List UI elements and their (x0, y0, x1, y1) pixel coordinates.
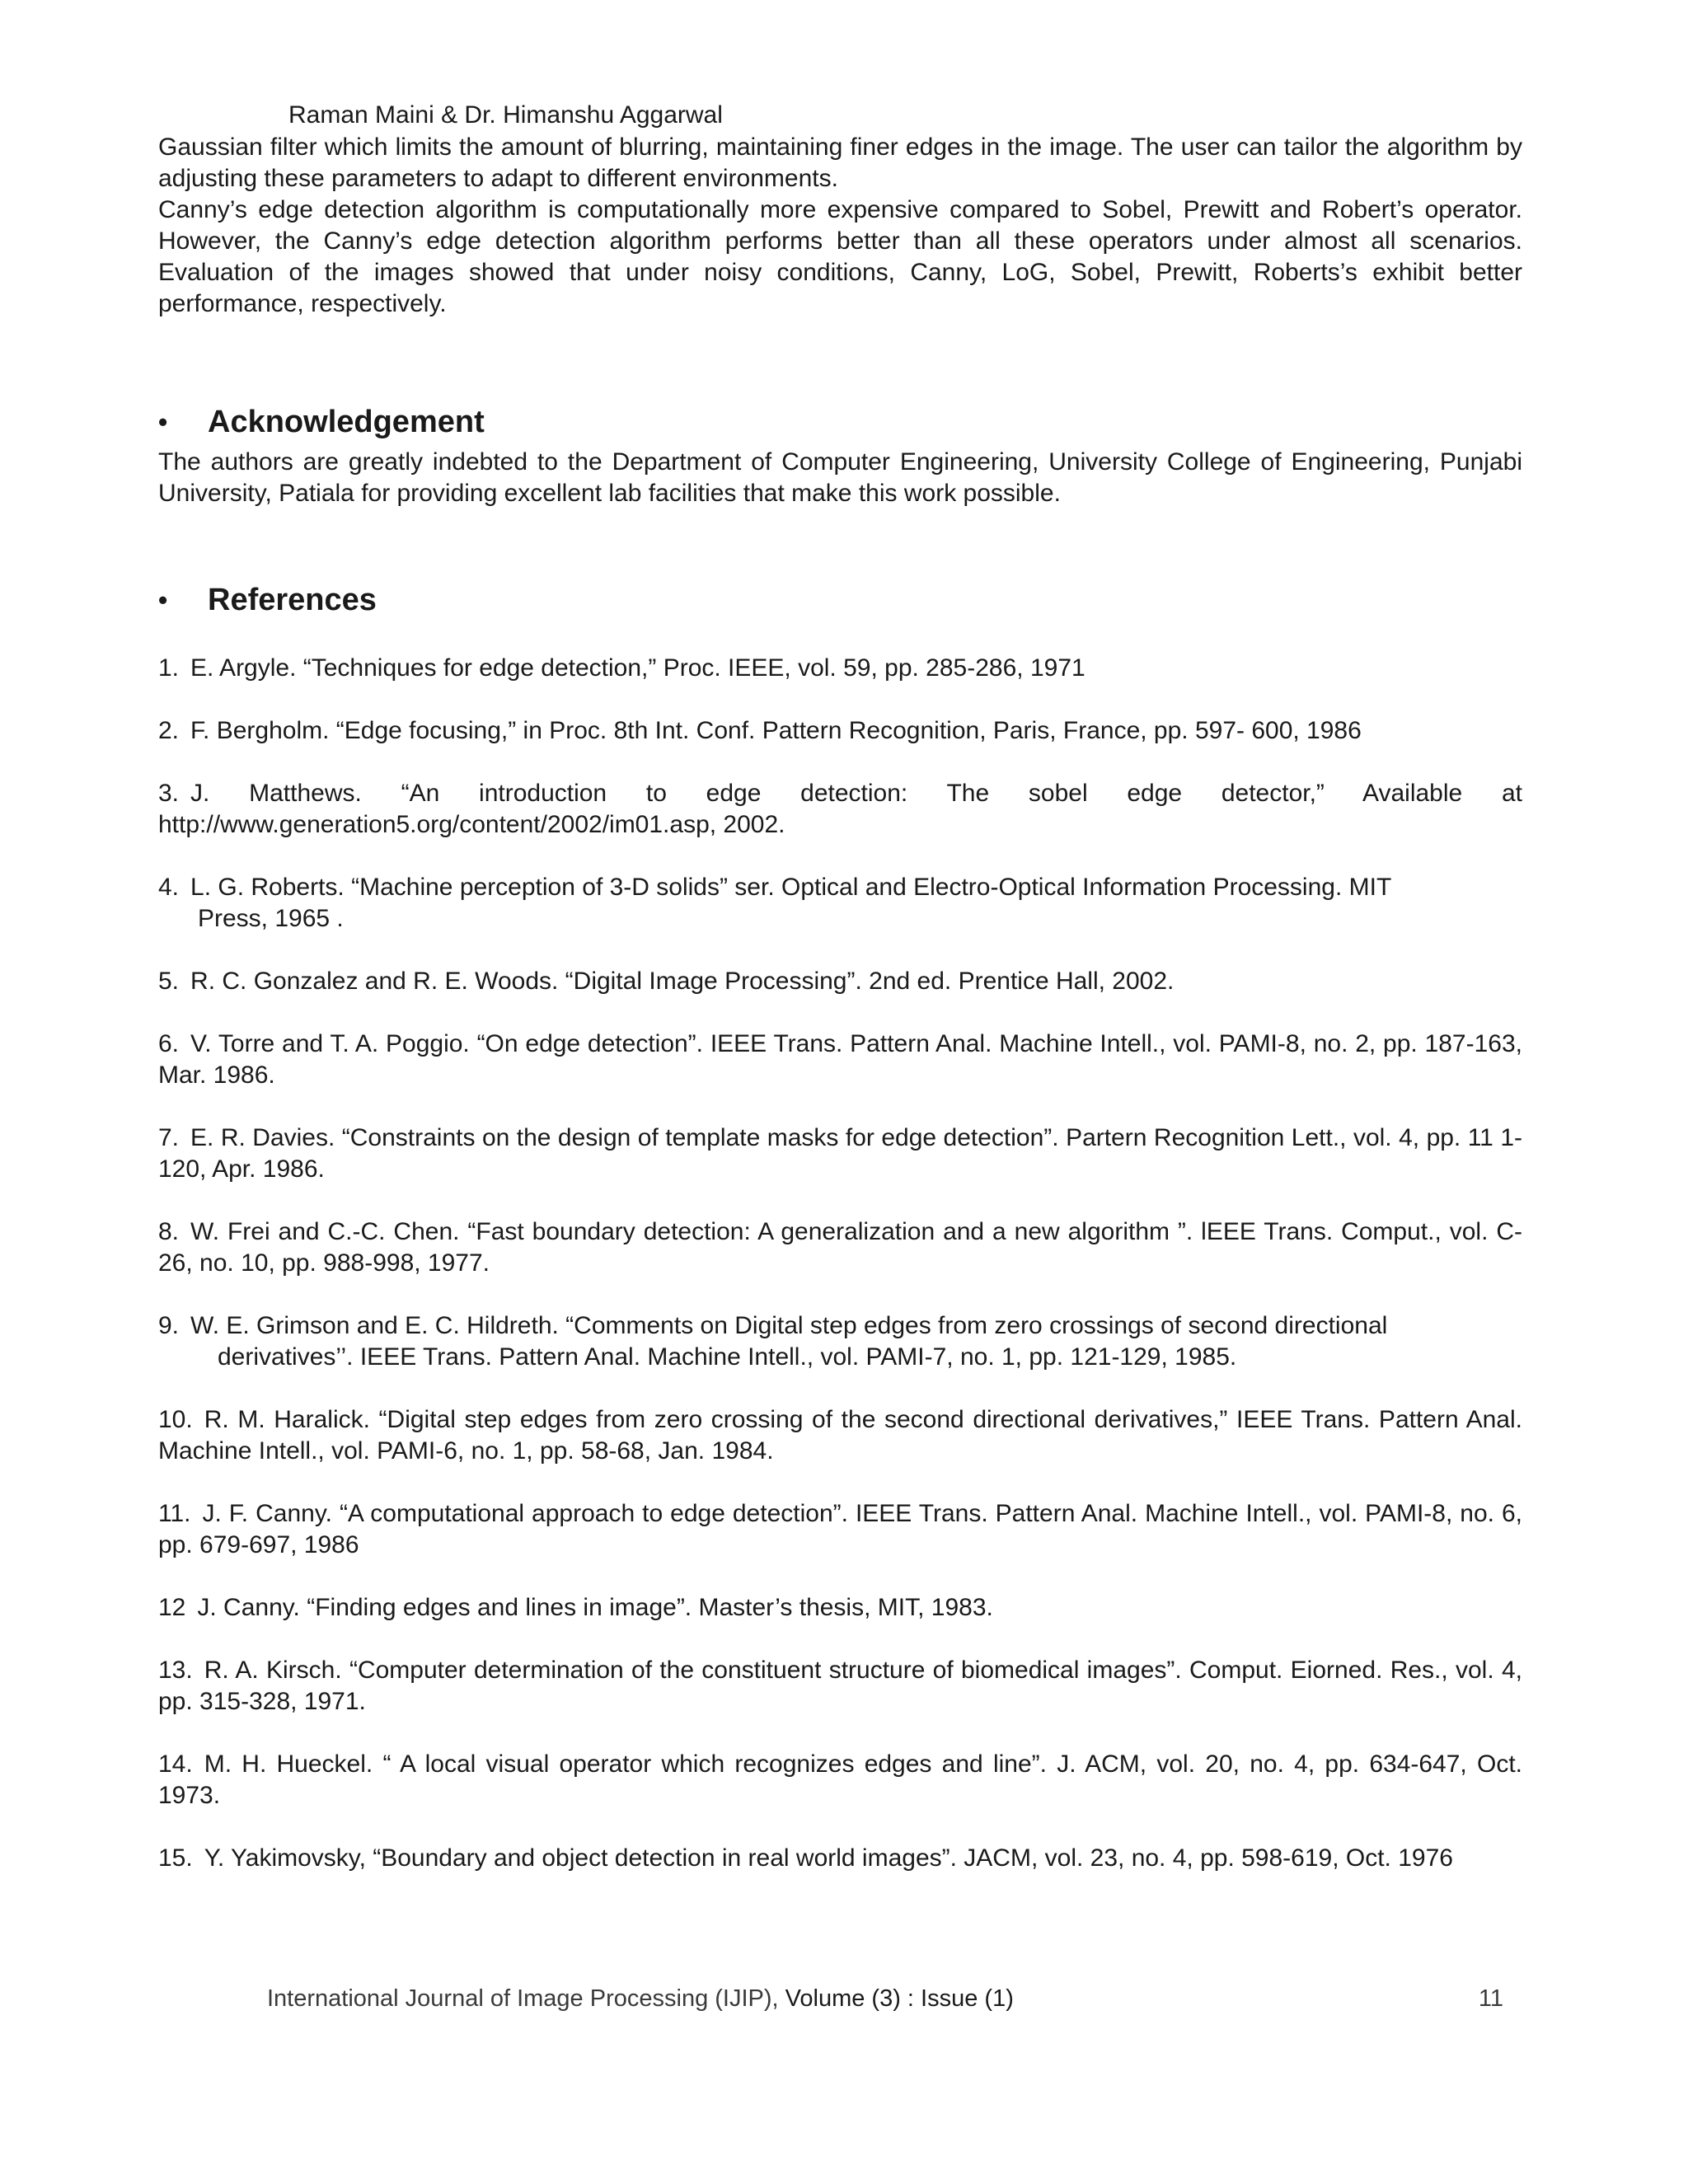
reference-number: 15. (158, 1844, 193, 1872)
reference-item (158, 1310, 1522, 1373)
reference-text: V. Torre and T. A. Poggio. “On edge detection”. IEEE Trans. Pattern Anal. Machine Intell., vol. PAMI-8, no. 2, pp. 187-163, Mar. 1986. (158, 1030, 1522, 1089)
reference-number: 1. (158, 654, 180, 682)
reference-number: 2. (158, 717, 180, 744)
reference-item (158, 1843, 1522, 1874)
reference-text: J. Canny. “Finding edges and lines in image”. Master’s thesis, MIT, 1983. (197, 1594, 993, 1621)
reference-number: 4. (158, 874, 180, 901)
reference-text: R. C. Gonzalez and R. E. Woods. “Digital Image Processing”. 2nd ed. Prentice Hall, 2002. (190, 968, 1175, 995)
reference-item (158, 778, 1522, 841)
reference-text: Y. Yakimovsky, “Boundary and object detection in real world images”. JACM, vol. 23, no. 4, pp. 598-619, Oct. 1976 (204, 1844, 1453, 1872)
reference-number: 9. (158, 1312, 180, 1339)
reference-text: L. G. Roberts. “Machine perception of 3-D solids” ser. Optical and Electro-Optical Information Processing. MIT (190, 874, 1392, 901)
reference-number: 12 (158, 1594, 186, 1621)
reference-text: R. M. Haralick. “Digital step edges from zero crossing of the second directional derivatives,” IEEE Trans. Pattern Anal. Machine Intell., vol. PAMI-6, no. 1, pp. 58-68, Jan. 1984. (158, 1406, 1522, 1465)
reference-text: E. R. Davies. “Constraints on the design of template masks for edge detection”. Partern Recognition Lett., vol. 4, pp. 11 1-120, Apr. 1986. (158, 1124, 1522, 1183)
reference-item (158, 1029, 1522, 1091)
reference-number: 3. (158, 780, 180, 807)
acknowledgement-heading (158, 402, 1522, 442)
reference-item (158, 1749, 1522, 1811)
page-number: 11 (1478, 1985, 1503, 2012)
reference-text: R. A. Kirsch. “Computer determination of the constituent structure of biomedical images”. Comput. Eiorned. Res., vol. 4, pp. 315-328, 1971. (158, 1657, 1522, 1715)
reference-number: 10. (158, 1406, 193, 1433)
reference-item (158, 1655, 1522, 1718)
bullet-icon: • (158, 585, 168, 615)
reference-number: 5. (158, 968, 180, 995)
reference-continuation: Press, 1965 . (198, 905, 344, 932)
reference-list (158, 653, 1522, 1874)
reference-text: E. Argyle. “Techniques for edge detection,” Proc. IEEE, vol. 59, pp. 285-286, 1971 (190, 654, 1085, 682)
reference-item (158, 1404, 1522, 1467)
reference-text: W. Frei and C.-C. Chen. “Fast boundary detection: A generalization and a new algorithm ”. lEEE Trans. Comput., vol. C-26, no. 10, pp. 988-998, 1977. (158, 1218, 1522, 1277)
reference-item (158, 1122, 1522, 1185)
references-title: References (208, 583, 377, 617)
intro-paragraph-2: Canny’s edge detection algorithm is computationally more expensive compared to Sobel, Prewitt and Robert’s operator. However, the Canny’s edge detection algorithm performs better than all these operators under almost all scenarios. Evaluation of the images showed that under noisy conditions, Canny, LoG, Sobel, Prewitt, Roberts’s exhibit better performance, respectively. (158, 196, 1522, 317)
references-heading (158, 580, 1522, 620)
reference-item (158, 1498, 1522, 1561)
reference-item (158, 653, 1522, 684)
reference-text: J. F. Canny. “A computational approach to edge detection”. IEEE Trans. Pattern Anal. Machine Intell., vol. PAMI-8, no. 6, pp. 679-697, 1986 (158, 1500, 1522, 1558)
page-body (158, 132, 1522, 1905)
footer-volume: Volume (3) : Issue (1) (785, 1985, 1014, 2012)
reference-number: 13. (158, 1657, 193, 1684)
reference-text: M. H. Hueckel. “ A local visual operator which recognizes edges and line”. J. ACM, vol. 20, no. 4, pp. 634-647, Oct. 1973. (158, 1750, 1522, 1809)
reference-number: 14. (158, 1750, 193, 1778)
running-header: Raman Maini & Dr. Himanshu Aggarwal (288, 101, 723, 129)
page-footer (267, 1983, 1503, 2014)
acknowledgement-text: The authors are greatly indebted to the Department of Computer Engineering, University College of Engineering, Punjabi University, Patiala for providing excellent lab facilities that make this work possible. (158, 448, 1522, 507)
reference-text: J. Matthews. “An introduction to edge detection: The sobel edge detector,” Available at http://www.generation5.org/content/2002/im01.asp, 2002. (158, 780, 1522, 838)
reference-item (158, 1592, 1522, 1624)
reference-item (158, 966, 1522, 997)
footer-journal: International Journal of Image Processing (IJIP), (267, 1985, 785, 2012)
reference-text: F. Bergholm. “Edge focusing,” in Proc. 8th Int. Conf. Pattern Recognition, Paris, France, pp. 597- 600, 1986 (190, 717, 1362, 744)
reference-number: 6. (158, 1030, 180, 1057)
reference-continuation: derivatives’’. IEEE Trans. Pattern Anal. Machine Intell., vol. PAMI-7, no. 1, pp. 121-129, 1985. (218, 1343, 1237, 1371)
reference-number: 11. (158, 1500, 191, 1527)
reference-item (158, 715, 1522, 747)
reference-item (158, 872, 1522, 935)
bullet-icon: • (158, 407, 168, 437)
footer-citation (267, 1983, 1014, 2014)
reference-item (158, 1216, 1522, 1279)
acknowledgement-title: Acknowledgement (208, 405, 485, 439)
reference-text: W. E. Grimson and E. C. Hildreth. “Comments on Digital step edges from zero crossings of second directional (190, 1312, 1388, 1339)
reference-number: 7. (158, 1124, 180, 1151)
intro-paragraph-1: Gaussian filter which limits the amount of blurring, maintaining finer edges in the image. The user can tailor the algorithm by adjusting these parameters to adapt to different environments. (158, 134, 1522, 192)
reference-number: 8. (158, 1218, 180, 1245)
